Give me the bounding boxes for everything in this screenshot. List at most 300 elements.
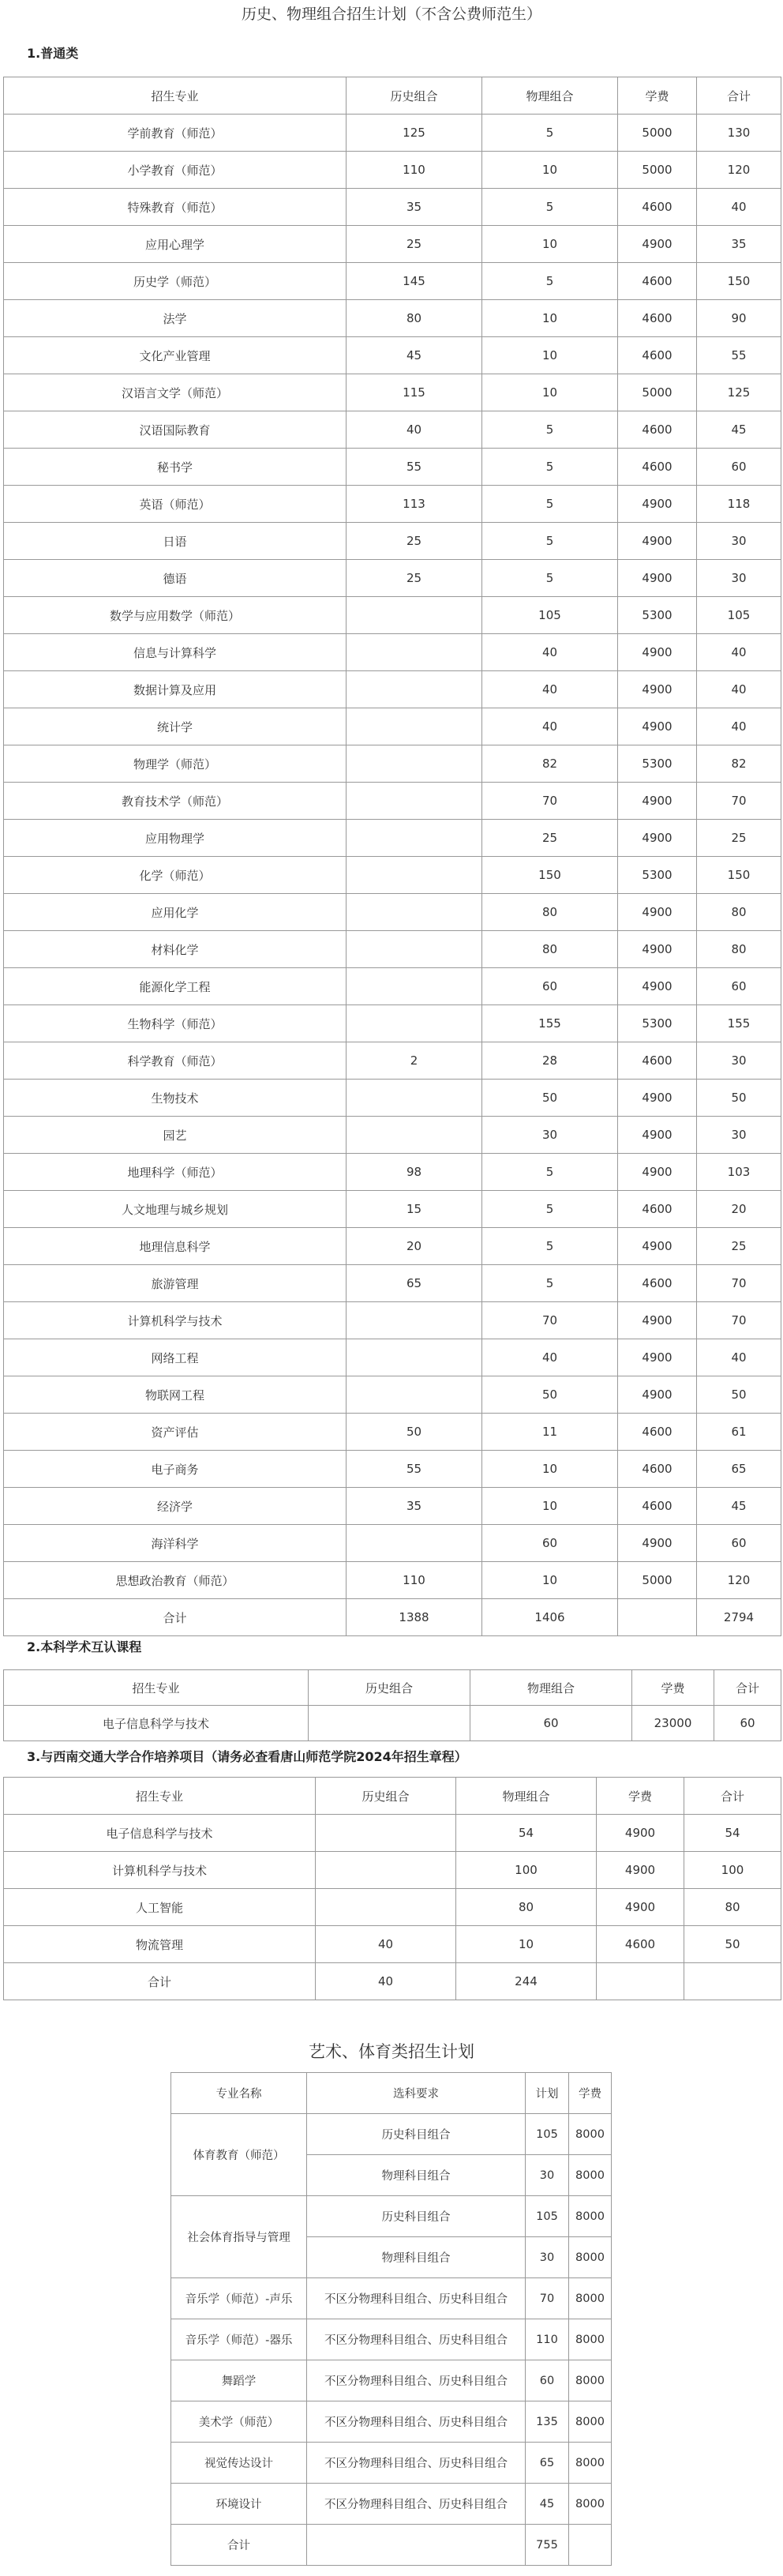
table-row	[171, 2484, 612, 2525]
table-row	[4, 1488, 781, 1525]
table-cell: 能源化学工程	[4, 968, 347, 1005]
table-cell	[347, 1080, 482, 1117]
table-cell: 50	[347, 1414, 482, 1451]
table-cell: 105	[526, 2114, 569, 2155]
table-cell: 旅游管理	[4, 1265, 347, 1302]
table-cell: 5	[482, 263, 618, 300]
table-cell: 地理信息科学	[4, 1228, 347, 1265]
table-cell: 5	[482, 1265, 618, 1302]
table-cell: 244	[456, 1963, 597, 2000]
table-cell: 学前教育（师范）	[4, 115, 347, 152]
table-cell: 网络工程	[4, 1339, 347, 1376]
table-cell: 数学与应用数学（师范）	[4, 597, 347, 634]
table-cell: 30	[697, 523, 781, 560]
table-row	[4, 1525, 781, 1562]
table-cell: 25	[347, 523, 482, 560]
table-cell: 地理科学（师范）	[4, 1154, 347, 1191]
table-cell: 音乐学（师范）-声乐	[171, 2278, 307, 2319]
table-cell: 8000	[569, 2237, 612, 2278]
table-cell: 10	[482, 226, 618, 263]
table-row	[4, 671, 781, 708]
table-cell: 10	[482, 374, 618, 411]
table-row	[4, 1599, 781, 1636]
table-cell: 25	[347, 560, 482, 597]
table-cell: 25	[697, 1228, 781, 1265]
table-cell	[347, 783, 482, 820]
table-cell: 视觉传达设计	[171, 2443, 307, 2484]
table-cell: 118	[697, 486, 781, 523]
table-cell: 文化产业管理	[4, 337, 347, 374]
table-cell: 4900	[618, 708, 697, 745]
table-row	[4, 1451, 781, 1488]
table-cell: 90	[697, 300, 781, 337]
table-cell: 4600	[618, 1191, 697, 1228]
page-title: 历史、物理组合招生计划（不含公费师范生）	[241, 6, 541, 23]
table-cell: 80	[482, 931, 618, 968]
table-cell: 60	[526, 2360, 569, 2401]
table-cell	[347, 745, 482, 783]
table-cell: 电子商务	[4, 1451, 347, 1488]
table-cell	[316, 1815, 456, 1852]
art-header-row	[171, 2073, 612, 2114]
table-row	[4, 1706, 781, 1741]
table-cell: 计算机科学与技术	[4, 1302, 347, 1339]
table-cell: 5	[482, 486, 618, 523]
table-cell: 60	[697, 1525, 781, 1562]
table-cell: 80	[347, 300, 482, 337]
table-cell: 信息与计算科学	[4, 634, 347, 671]
mutual-credit-header-row	[4, 1670, 781, 1706]
table-row	[4, 115, 781, 152]
table-cell	[347, 1117, 482, 1154]
table-row	[4, 486, 781, 523]
table-cell: 8000	[569, 2319, 612, 2360]
table-cell: 80	[697, 894, 781, 931]
table-cell: 50	[697, 1080, 781, 1117]
table-cell: 历史学（师范）	[4, 263, 347, 300]
table-cell: 合计	[4, 1599, 347, 1636]
table-cell: 4900	[618, 523, 697, 560]
table-cell: 人文地理与城乡规划	[4, 1191, 347, 1228]
table-cell: 4600	[618, 337, 697, 374]
header-cell: 学费	[569, 2073, 612, 2114]
table-cell: 4900	[618, 1525, 697, 1562]
table-cell: 103	[697, 1154, 781, 1191]
table-cell: 30	[526, 2237, 569, 2278]
table-cell: 5	[482, 1154, 618, 1191]
table-cell: 4900	[618, 1080, 697, 1117]
table-cell: 115	[347, 374, 482, 411]
table-row	[4, 374, 781, 411]
table-cell: 4600	[618, 1042, 697, 1080]
table-cell: 30	[697, 1117, 781, 1154]
table-cell: 70	[697, 1265, 781, 1302]
table-cell: 10	[482, 1562, 618, 1599]
table-row	[4, 634, 781, 671]
table-cell: 4900	[618, 1154, 697, 1191]
table-cell: 4900	[597, 1852, 684, 1889]
table-cell: 4600	[597, 1926, 684, 1963]
table-cell: 8000	[569, 2443, 612, 2484]
table-row	[4, 1963, 781, 2000]
table-cell: 5	[482, 1228, 618, 1265]
table-cell: 120	[697, 1562, 781, 1599]
table-cell: 40	[316, 1963, 456, 2000]
table-cell: 海洋科学	[4, 1525, 347, 1562]
table-cell: 汉语国际教育	[4, 411, 347, 449]
table-cell: 40	[697, 189, 781, 226]
table-cell: 历史科目组合	[307, 2114, 526, 2155]
header-cell: 学费	[597, 1778, 684, 1815]
mutual-credit-table	[3, 1669, 781, 1741]
table-cell: 物理科目组合	[307, 2237, 526, 2278]
table-cell: 5300	[618, 597, 697, 634]
table-cell: 不区分物理科目组合、历史科目组合	[307, 2401, 526, 2443]
table-row	[171, 2114, 612, 2155]
header-cell: 合计	[714, 1670, 781, 1706]
table-cell: 环境设计	[171, 2484, 307, 2525]
table-row	[4, 1339, 781, 1376]
art-sports-title: 艺术、体育类招生计划	[309, 2042, 474, 2061]
table-cell: 园艺	[4, 1117, 347, 1154]
table-row	[171, 2278, 612, 2319]
table-cell: 英语（师范）	[4, 486, 347, 523]
table-cell	[309, 1706, 470, 1741]
table-cell: 105	[697, 597, 781, 634]
table-row	[171, 2360, 612, 2401]
table-cell: 80	[482, 894, 618, 931]
table-cell: 德语	[4, 560, 347, 597]
table-cell: 数据计算及应用	[4, 671, 347, 708]
general-header-row	[4, 77, 781, 115]
table-row	[171, 2443, 612, 2484]
table-cell: 5	[482, 189, 618, 226]
major-name-cell: 社会体育指导与管理	[171, 2196, 307, 2278]
table-cell: 35	[347, 189, 482, 226]
table-row	[4, 300, 781, 337]
table-cell: 25	[482, 820, 618, 857]
table-row	[4, 1005, 781, 1042]
table-cell: 物理学（师范）	[4, 745, 347, 783]
table-cell: 应用心理学	[4, 226, 347, 263]
table-cell: 110	[347, 1562, 482, 1599]
table-cell: 35	[697, 226, 781, 263]
table-cell: 应用物理学	[4, 820, 347, 857]
table-cell: 65	[526, 2443, 569, 2484]
header-cell: 招生专业	[4, 1778, 316, 1815]
header-cell: 合计	[697, 77, 781, 115]
header-cell: 物理组合	[470, 1670, 632, 1706]
section-title-general: 1.普通类	[27, 46, 79, 61]
table-cell: 65	[347, 1265, 482, 1302]
table-row	[4, 152, 781, 189]
table-cell: 70	[697, 1302, 781, 1339]
table-cell: 150	[697, 857, 781, 894]
table-cell: 舞蹈学	[171, 2360, 307, 2401]
table-cell: 20	[697, 1191, 781, 1228]
table-cell: 4900	[618, 783, 697, 820]
table-cell: 20	[347, 1228, 482, 1265]
table-cell: 美术学（师范）	[171, 2401, 307, 2443]
table-cell: 60	[470, 1706, 632, 1741]
table-cell	[347, 1302, 482, 1339]
table-cell: 4900	[597, 1889, 684, 1926]
table-cell: 4900	[618, 1376, 697, 1414]
table-cell: 50	[684, 1926, 781, 1963]
cooperation-header-row	[4, 1778, 781, 1815]
table-cell: 物理科目组合	[307, 2155, 526, 2196]
table-cell: 电子信息科学与技术	[4, 1706, 309, 1741]
table-cell: 合计	[171, 2525, 307, 2566]
table-row	[4, 1376, 781, 1414]
table-cell: 应用化学	[4, 894, 347, 931]
table-cell: 人工智能	[4, 1889, 316, 1926]
table-cell	[347, 857, 482, 894]
table-cell: 5000	[618, 115, 697, 152]
table-cell: 45	[347, 337, 482, 374]
table-cell: 4900	[597, 1815, 684, 1852]
table-cell: 4900	[618, 1228, 697, 1265]
table-cell: 40	[697, 671, 781, 708]
table-row	[4, 1117, 781, 1154]
table-cell	[347, 597, 482, 634]
table-cell: 法学	[4, 300, 347, 337]
table-cell: 4600	[618, 263, 697, 300]
table-cell: 50	[697, 1376, 781, 1414]
header-cell: 学费	[632, 1670, 714, 1706]
table-cell: 30	[526, 2155, 569, 2196]
header-cell: 历史组合	[316, 1778, 456, 1815]
table-cell: 4900	[618, 634, 697, 671]
table-cell: 98	[347, 1154, 482, 1191]
header-cell: 招生专业	[4, 77, 347, 115]
table-cell: 物联网工程	[4, 1376, 347, 1414]
table-cell: 5300	[618, 1005, 697, 1042]
header-cell: 学费	[618, 77, 697, 115]
table-cell: 4900	[618, 560, 697, 597]
table-cell: 60	[482, 1525, 618, 1562]
table-cell: 45	[526, 2484, 569, 2525]
table-cell: 5300	[618, 745, 697, 783]
table-row	[4, 931, 781, 968]
table-cell: 不区分物理科目组合、历史科目组合	[307, 2278, 526, 2319]
table-cell: 4900	[618, 1339, 697, 1376]
table-row	[4, 1042, 781, 1080]
table-cell: 145	[347, 263, 482, 300]
table-cell: 40	[482, 634, 618, 671]
table-cell: 70	[526, 2278, 569, 2319]
table-cell: 日语	[4, 523, 347, 560]
major-name-cell: 体育教育（师范）	[171, 2114, 307, 2196]
table-cell: 4900	[618, 671, 697, 708]
table-cell	[347, 968, 482, 1005]
table-cell: 5000	[618, 1562, 697, 1599]
header-cell: 招生专业	[4, 1670, 309, 1706]
table-cell: 82	[697, 745, 781, 783]
table-cell: 5	[482, 449, 618, 486]
header-cell: 合计	[684, 1778, 781, 1815]
table-cell: 4900	[618, 820, 697, 857]
table-cell: 计算机科学与技术	[4, 1852, 316, 1889]
table-row	[4, 1414, 781, 1451]
table-cell: 60	[482, 968, 618, 1005]
table-row	[4, 597, 781, 634]
table-cell	[684, 1963, 781, 2000]
table-cell: 50	[482, 1376, 618, 1414]
table-cell: 资产评估	[4, 1414, 347, 1451]
table-cell: 4600	[618, 1488, 697, 1525]
table-cell: 8000	[569, 2155, 612, 2196]
table-cell: 科学教育（师范）	[4, 1042, 347, 1080]
table-cell: 82	[482, 745, 618, 783]
table-cell: 10	[456, 1926, 597, 1963]
table-cell: 1406	[482, 1599, 618, 1636]
table-cell: 40	[697, 634, 781, 671]
table-cell: 150	[697, 263, 781, 300]
table-cell: 音乐学（师范）-器乐	[171, 2319, 307, 2360]
table-cell: 电子信息科学与技术	[4, 1815, 316, 1852]
table-row	[4, 783, 781, 820]
section-title-mutual-credit: 2.本科学术互认课程	[27, 1639, 142, 1654]
table-cell: 30	[482, 1117, 618, 1154]
table-cell: 28	[482, 1042, 618, 1080]
table-cell	[618, 1599, 697, 1636]
table-cell: 4600	[618, 1265, 697, 1302]
table-row	[4, 1228, 781, 1265]
table-row	[4, 745, 781, 783]
table-cell: 4600	[618, 300, 697, 337]
table-cell: 65	[697, 1451, 781, 1488]
table-cell: 60	[697, 968, 781, 1005]
table-cell: 61	[697, 1414, 781, 1451]
table-cell: 5000	[618, 374, 697, 411]
table-cell	[347, 894, 482, 931]
table-cell: 2	[347, 1042, 482, 1080]
table-cell: 25	[347, 226, 482, 263]
table-cell: 40	[482, 1339, 618, 1376]
table-cell: 生物技术	[4, 1080, 347, 1117]
cooperation-table	[3, 1777, 781, 2000]
table-cell: 5	[482, 560, 618, 597]
table-cell: 55	[347, 1451, 482, 1488]
table-cell: 10	[482, 152, 618, 189]
table-cell: 135	[526, 2401, 569, 2443]
table-cell: 思想政治教育（师范）	[4, 1562, 347, 1599]
header-cell: 历史组合	[309, 1670, 470, 1706]
table-cell: 100	[684, 1852, 781, 1889]
table-cell: 45	[697, 1488, 781, 1525]
table-row	[4, 560, 781, 597]
table-cell: 54	[456, 1815, 597, 1852]
table-cell: 8000	[569, 2484, 612, 2525]
table-row	[4, 857, 781, 894]
table-cell: 60	[714, 1706, 781, 1741]
table-cell: 110	[347, 152, 482, 189]
table-cell: 130	[697, 115, 781, 152]
table-cell: 110	[526, 2319, 569, 2360]
table-cell: 40	[482, 671, 618, 708]
table-row	[4, 263, 781, 300]
table-cell: 105	[482, 597, 618, 634]
table-row	[4, 708, 781, 745]
table-row	[4, 449, 781, 486]
table-row	[4, 1265, 781, 1302]
table-row	[4, 411, 781, 449]
table-cell: 4900	[618, 226, 697, 263]
table-cell: 100	[456, 1852, 597, 1889]
table-cell	[347, 1376, 482, 1414]
table-cell	[347, 820, 482, 857]
table-cell: 8000	[569, 2278, 612, 2319]
table-row	[171, 2196, 612, 2237]
table-row	[4, 1080, 781, 1117]
table-cell	[347, 1339, 482, 1376]
table-cell: 80	[697, 931, 781, 968]
table-row	[4, 1926, 781, 1963]
table-cell: 生物科学（师范）	[4, 1005, 347, 1042]
table-cell: 1388	[347, 1599, 482, 1636]
table-cell: 40	[697, 1339, 781, 1376]
table-cell: 155	[697, 1005, 781, 1042]
table-cell: 8000	[569, 2196, 612, 2237]
table-cell: 30	[697, 1042, 781, 1080]
table-cell: 25	[697, 820, 781, 857]
table-cell: 材料化学	[4, 931, 347, 968]
table-cell: 5	[482, 523, 618, 560]
table-cell: 4600	[618, 1414, 697, 1451]
table-cell: 80	[456, 1889, 597, 1926]
table-cell: 8000	[569, 2360, 612, 2401]
table-cell: 70	[697, 783, 781, 820]
table-row	[4, 894, 781, 931]
table-cell: 合计	[4, 1963, 316, 2000]
table-cell	[347, 708, 482, 745]
table-cell: 小学教育（师范）	[4, 152, 347, 189]
table-row	[4, 226, 781, 263]
table-cell: 60	[697, 449, 781, 486]
table-cell: 4900	[618, 894, 697, 931]
table-row	[4, 1302, 781, 1339]
table-row	[171, 2525, 612, 2566]
section-title-cooperation: 3.与西南交通大学合作培养项目（请务必查看唐山师范学院2024年招生章程）	[27, 1749, 467, 1764]
table-row	[4, 1852, 781, 1889]
table-cell	[597, 1963, 684, 2000]
header-cell: 物理组合	[456, 1778, 597, 1815]
table-cell: 4600	[618, 411, 697, 449]
table-cell: 汉语言文学（师范）	[4, 374, 347, 411]
table-row	[171, 2401, 612, 2443]
table-cell: 40	[482, 708, 618, 745]
table-cell: 4600	[618, 449, 697, 486]
table-cell: 80	[684, 1889, 781, 1926]
table-cell: 不区分物理科目组合、历史科目组合	[307, 2443, 526, 2484]
table-cell: 不区分物理科目组合、历史科目组合	[307, 2360, 526, 2401]
table-cell: 经济学	[4, 1488, 347, 1525]
table-row	[4, 1191, 781, 1228]
table-row	[4, 1154, 781, 1191]
table-cell: 10	[482, 1488, 618, 1525]
table-cell: 4900	[618, 968, 697, 1005]
table-cell: 8000	[569, 2114, 612, 2155]
table-cell: 755	[526, 2525, 569, 2566]
table-cell: 10	[482, 337, 618, 374]
table-cell: 统计学	[4, 708, 347, 745]
table-cell: 120	[697, 152, 781, 189]
table-cell: 50	[482, 1080, 618, 1117]
table-cell: 5300	[618, 857, 697, 894]
table-cell	[316, 1852, 456, 1889]
table-cell: 70	[482, 783, 618, 820]
